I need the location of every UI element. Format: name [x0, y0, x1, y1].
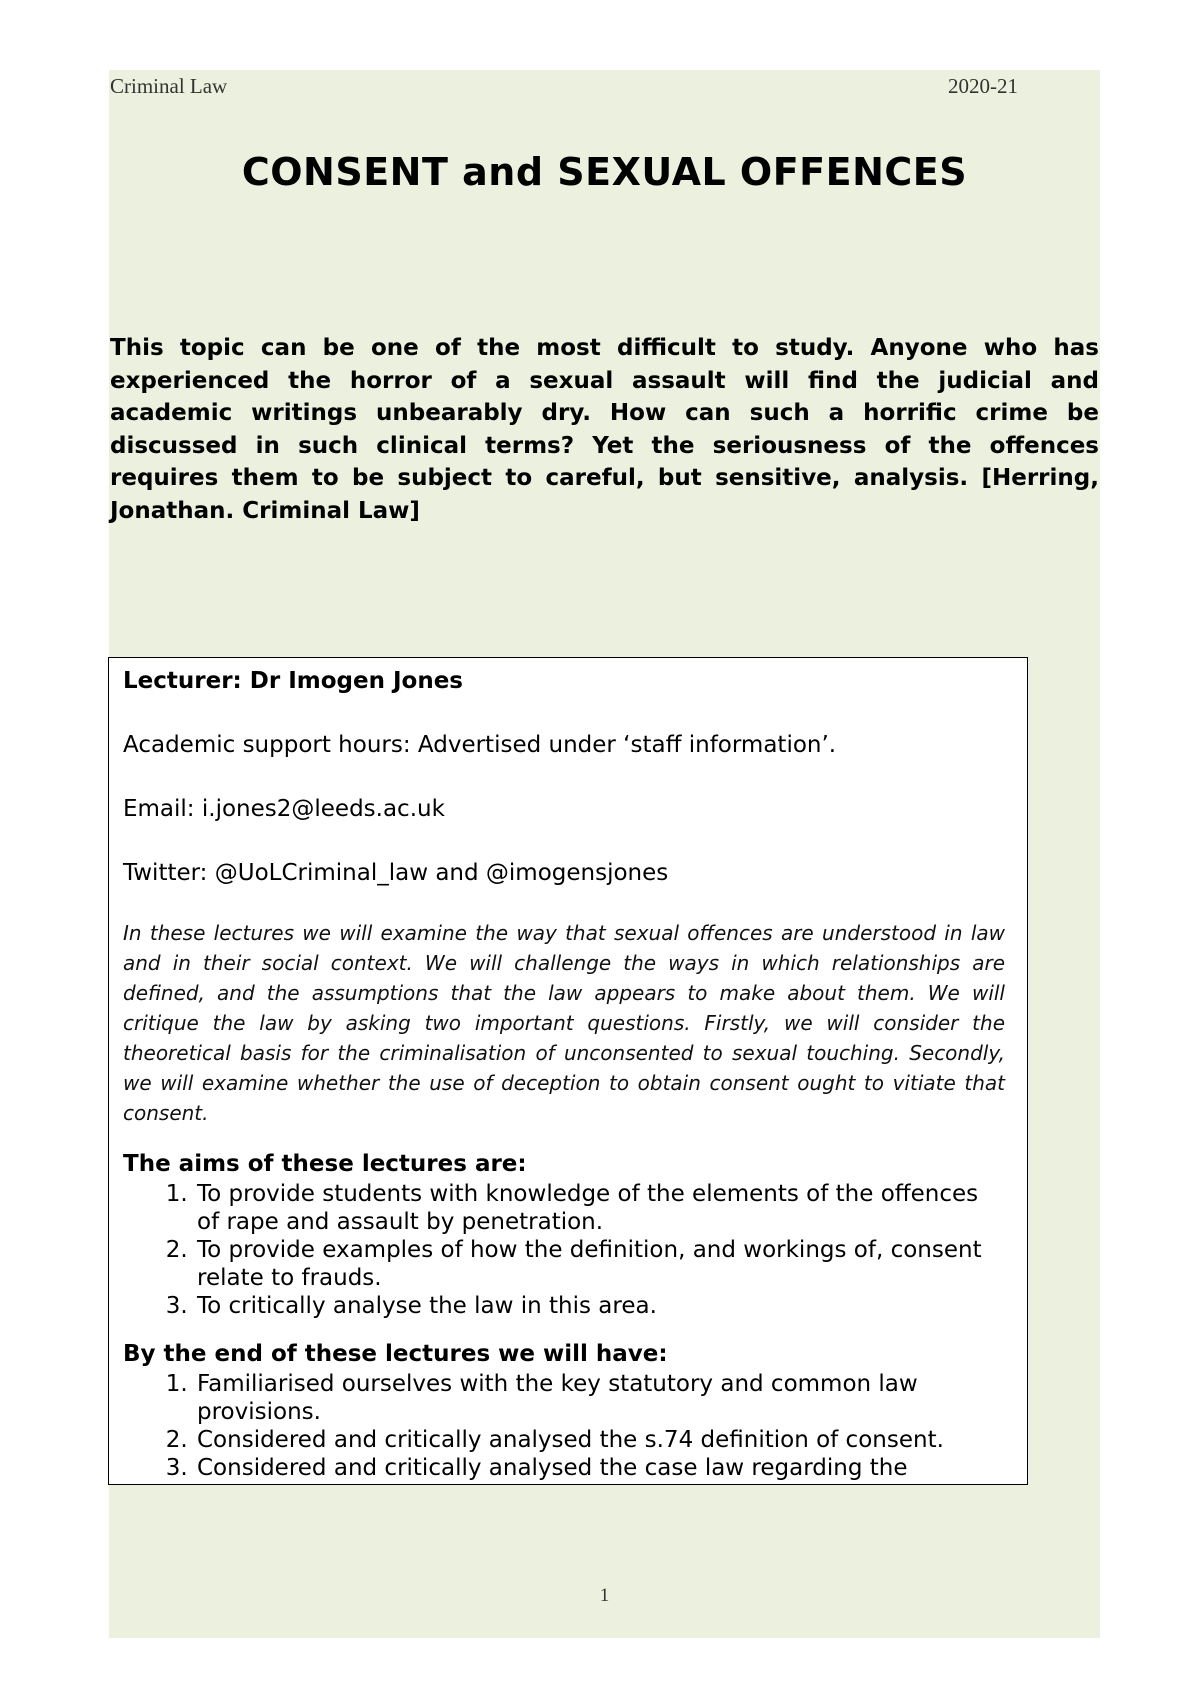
twitter-contact[interactable]: Twitter: @UoLCriminal_law and @imogensjones — [123, 860, 669, 886]
email-contact[interactable]: Email: i.jones2@leeds.ac.uk — [123, 796, 445, 822]
list-item: 2. To provide examples of how the definition, and workings of, consent relate to frauds. — [195, 1236, 1005, 1292]
list-item: 1. To provide students with knowledge of the elements of the offences of rape and assault by penetration. — [195, 1180, 1005, 1236]
header-year: 2020-21 — [948, 74, 1018, 98]
list-item: 3. Considered and critically analysed the case law regarding the — [195, 1454, 1005, 1482]
intro-paragraph — [110, 332, 1099, 528]
lecture-description: In these lectures we will examine the way that sexual offences are understood in law and in their social context. We will challenge the ways in which relationships are defined, and the assumptions that the law appears to make about them. We will critique the law by asking two important questions. Firstly, we will consider the theoretical basis for the criminalisation of unconsented to sexual touching. Secondly, we will examine whether the use of deception to obtain consent ought to vitiate that consent. — [123, 921, 1005, 1125]
support-hours: Academic support hours: Advertised under ‘staff information’. — [123, 732, 837, 758]
lecturer-name: Lecturer: Dr Imogen Jones — [123, 668, 463, 694]
header-course: Criminal Law — [110, 74, 228, 98]
aims-heading: The aims of these lectures are: — [123, 1151, 527, 1177]
aims-list — [123, 1180, 1005, 1320]
page-number: 1 — [599, 1585, 610, 1606]
intro-text: This topic can be one of the most difficult to study. Anyone who has experienced the horror of a sexual assault will find the judicial and academic writings unbearably dry. How can such a horrific crime be discussed in such clinical terms? Yet the seriousness of the offences requires them to be subject to careful, but sensitive, analysis. — [110, 335, 1099, 492]
list-item: 2. Considered and critically analysed the s.74 definition of consent. — [195, 1426, 1005, 1454]
intro-citation: [Herring, Jonathan. Criminal Law] — [110, 465, 1099, 524]
list-item: 1. Familiarised ourselves with the key statutory and common law provisions. — [195, 1370, 1005, 1426]
outcomes-heading: By the end of these lectures we will have: — [123, 1341, 668, 1367]
lecture-info-box — [108, 657, 1028, 1485]
document-title: CONSENT and SEXUAL OFFENCES — [241, 150, 968, 194]
outcomes-list — [123, 1370, 1005, 1482]
list-item: 3. To critically analyse the law in this area. — [195, 1292, 1005, 1320]
